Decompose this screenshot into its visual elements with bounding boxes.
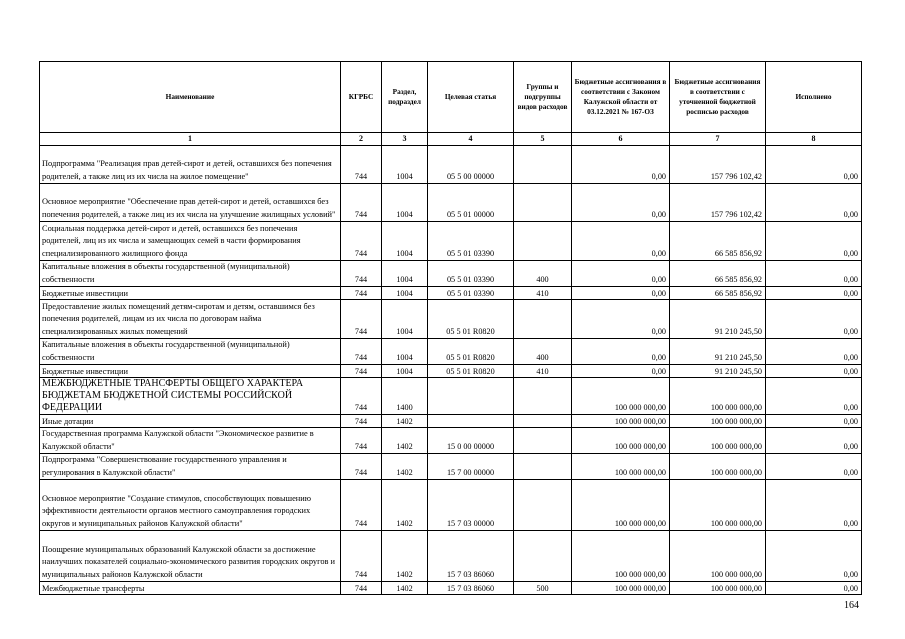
table-row xyxy=(40,146,862,184)
row-kgrbs: 744 xyxy=(341,261,382,287)
row-revised: 91 210 245,50 xyxy=(670,365,766,378)
row-section: 1004 xyxy=(382,300,428,339)
table-row xyxy=(40,531,862,582)
row-executed: 0,00 xyxy=(766,415,862,428)
row-target: 15 7 03 86060 xyxy=(428,582,514,595)
row-executed: 0,00 xyxy=(766,300,862,339)
table-row xyxy=(40,261,862,287)
row-law: 0,00 xyxy=(572,287,670,300)
row-target: 15 7 03 00000 xyxy=(428,480,514,531)
row-kgrbs: 744 xyxy=(341,222,382,261)
row-section: 1004 xyxy=(382,261,428,287)
header-kgrbs: КГРБС xyxy=(341,62,382,133)
row-revised: 100 000 000,00 xyxy=(670,378,766,415)
column-number-row xyxy=(40,133,862,146)
row-executed: 0,00 xyxy=(766,378,862,415)
row-executed: 0,00 xyxy=(766,339,862,365)
row-executed: 0,00 xyxy=(766,184,862,222)
row-target xyxy=(428,378,514,415)
row-name: Бюджетные инвестиции xyxy=(40,287,341,300)
row-target: 05 5 01 R0820 xyxy=(428,365,514,378)
row-revised: 66 585 856,92 xyxy=(670,222,766,261)
row-revised: 100 000 000,00 xyxy=(670,428,766,454)
row-section: 1400 xyxy=(382,378,428,415)
row-name: МЕЖБЮДЖЕТНЫЕ ТРАНСФЕРТЫ ОБЩЕГО ХАРАКТЕРА БЮДЖЕТАМ БЮДЖЕТНОЙ СИСТЕМЫ РОССИЙСКОЙ ФЕДЕРАЦИИ xyxy=(40,378,341,415)
row-law: 100 000 000,00 xyxy=(572,454,670,480)
column-number: 1 xyxy=(40,133,341,146)
header-executed: Исполнено xyxy=(766,62,862,133)
row-section: 1402 xyxy=(382,454,428,480)
row-revised: 66 585 856,92 xyxy=(670,261,766,287)
row-kgrbs: 744 xyxy=(341,415,382,428)
budget-table xyxy=(39,61,862,595)
row-law: 0,00 xyxy=(572,300,670,339)
row-revised: 157 796 102,42 xyxy=(670,146,766,184)
row-executed: 0,00 xyxy=(766,428,862,454)
column-number: 3 xyxy=(382,133,428,146)
row-group xyxy=(514,480,572,531)
row-name: Социальная поддержка детей-сирот и детей, оставшихся без попечения родителей, лиц из их числа и замещающих семей в части формирования специализированного жилищного фонда xyxy=(40,222,341,261)
row-kgrbs: 744 xyxy=(341,146,382,184)
row-section: 1402 xyxy=(382,415,428,428)
row-kgrbs: 744 xyxy=(341,582,382,595)
row-kgrbs: 744 xyxy=(341,378,382,415)
row-target xyxy=(428,415,514,428)
row-section: 1004 xyxy=(382,339,428,365)
column-number: 8 xyxy=(766,133,862,146)
row-law: 0,00 xyxy=(572,184,670,222)
row-executed: 0,00 xyxy=(766,480,862,531)
row-group xyxy=(514,378,572,415)
row-target: 15 7 00 00000 xyxy=(428,454,514,480)
row-law: 100 000 000,00 xyxy=(572,378,670,415)
row-target: 05 5 00 00000 xyxy=(428,146,514,184)
table-row xyxy=(40,222,862,261)
row-target: 05 5 01 R0820 xyxy=(428,300,514,339)
row-revised: 100 000 000,00 xyxy=(670,480,766,531)
row-target: 05 5 01 R0820 xyxy=(428,339,514,365)
row-target: 05 5 01 03390 xyxy=(428,287,514,300)
row-executed: 0,00 xyxy=(766,261,862,287)
row-group: 500 xyxy=(514,582,572,595)
row-kgrbs: 744 xyxy=(341,531,382,582)
header-section: Раздел, подраздел xyxy=(382,62,428,133)
row-kgrbs: 744 xyxy=(341,300,382,339)
header-revised-allocation: Бюджетные ассигнования в соответствии с уточненной бюджетной росписью расходов xyxy=(670,62,766,133)
row-name: Государственная программа Калужской области "Экономическое развитие в Калужской области" xyxy=(40,428,341,454)
row-section: 1402 xyxy=(382,531,428,582)
row-kgrbs: 744 xyxy=(341,184,382,222)
header-row xyxy=(40,62,862,133)
row-name: Поощрение муниципальных образований Калужской области за достижение наилучших показателей социально-экономического развития городских округов и муниципальных районов Калужской области xyxy=(40,531,341,582)
row-revised: 100 000 000,00 xyxy=(670,454,766,480)
column-number: 7 xyxy=(670,133,766,146)
row-kgrbs: 744 xyxy=(341,365,382,378)
row-executed: 0,00 xyxy=(766,287,862,300)
table-row xyxy=(40,454,862,480)
header-target: Целевая статья xyxy=(428,62,514,133)
row-name: Подпрограмма "Совершенствование государственного управления и регулирования в Калужской области" xyxy=(40,454,341,480)
row-group xyxy=(514,300,572,339)
row-group: 410 xyxy=(514,365,572,378)
row-group: 410 xyxy=(514,287,572,300)
table-row xyxy=(40,287,862,300)
row-law: 100 000 000,00 xyxy=(572,415,670,428)
row-target: 05 5 01 00000 xyxy=(428,184,514,222)
row-section: 1004 xyxy=(382,365,428,378)
row-kgrbs: 744 xyxy=(341,428,382,454)
row-revised: 100 000 000,00 xyxy=(670,531,766,582)
row-revised: 100 000 000,00 xyxy=(670,582,766,595)
row-revised: 66 585 856,92 xyxy=(670,287,766,300)
row-section: 1402 xyxy=(382,428,428,454)
row-group xyxy=(514,428,572,454)
table-row xyxy=(40,339,862,365)
table-row xyxy=(40,428,862,454)
column-number: 6 xyxy=(572,133,670,146)
header-groups: Группы и подгруппы видов расходов xyxy=(514,62,572,133)
row-section: 1004 xyxy=(382,184,428,222)
row-name: Межбюджетные трансферты xyxy=(40,582,341,595)
row-kgrbs: 744 xyxy=(341,454,382,480)
table-row xyxy=(40,582,862,595)
row-law: 100 000 000,00 xyxy=(572,582,670,595)
row-kgrbs: 744 xyxy=(341,339,382,365)
row-name: Капитальные вложения в объекты государственной (муниципальной) собственности xyxy=(40,339,341,365)
row-name: Иные дотации xyxy=(40,415,341,428)
row-target: 15 7 03 86060 xyxy=(428,531,514,582)
row-revised: 91 210 245,50 xyxy=(670,339,766,365)
row-law: 100 000 000,00 xyxy=(572,531,670,582)
row-revised: 157 796 102,42 xyxy=(670,184,766,222)
row-name: Бюджетные инвестиции xyxy=(40,365,341,378)
header-law-allocation: Бюджетные ассигнования в соответствии с Законом Калужской области от 03.12.2021 № 167-ОЗ xyxy=(572,62,670,133)
row-group xyxy=(514,415,572,428)
table-row xyxy=(40,184,862,222)
row-target: 15 0 00 00000 xyxy=(428,428,514,454)
row-section: 1402 xyxy=(382,582,428,595)
row-group: 400 xyxy=(514,339,572,365)
column-number: 2 xyxy=(341,133,382,146)
row-name: Предоставление жилых помещений детям-сиротам и детям, оставшимся без попечения родителей, лицам из их числа по договорам найма специализированных жилых помещений xyxy=(40,300,341,339)
row-revised: 100 000 000,00 xyxy=(670,415,766,428)
row-revised: 91 210 245,50 xyxy=(670,300,766,339)
row-executed: 0,00 xyxy=(766,146,862,184)
row-name: Основное мероприятие "Обеспечение прав детей-сирот и детей, оставшихся без попечения родителей, а также лиц из их числа на улучшение жилищных условий" xyxy=(40,184,341,222)
row-executed: 0,00 xyxy=(766,531,862,582)
row-executed: 0,00 xyxy=(766,454,862,480)
row-section: 1004 xyxy=(382,222,428,261)
table-row xyxy=(40,300,862,339)
row-group xyxy=(514,146,572,184)
row-executed: 0,00 xyxy=(766,365,862,378)
table-row xyxy=(40,480,862,531)
row-law: 0,00 xyxy=(572,365,670,378)
row-target: 05 5 01 03390 xyxy=(428,222,514,261)
row-group xyxy=(514,531,572,582)
page-number: 164 xyxy=(844,600,859,611)
row-law: 100 000 000,00 xyxy=(572,428,670,454)
row-group xyxy=(514,222,572,261)
row-law: 0,00 xyxy=(572,339,670,365)
table-row xyxy=(40,415,862,428)
row-section: 1004 xyxy=(382,287,428,300)
column-number: 4 xyxy=(428,133,514,146)
row-group xyxy=(514,454,572,480)
row-executed: 0,00 xyxy=(766,582,862,595)
row-group xyxy=(514,184,572,222)
row-section: 1004 xyxy=(382,146,428,184)
row-group: 400 xyxy=(514,261,572,287)
row-name: Подпрограмма "Реализация прав детей-сирот и детей, оставшихся без попечения родителей, а также лиц из их числа на жилое помещение" xyxy=(40,146,341,184)
row-executed: 0,00 xyxy=(766,222,862,261)
table-row xyxy=(40,378,862,415)
row-law: 0,00 xyxy=(572,261,670,287)
table-row xyxy=(40,365,862,378)
header-name: Наименование xyxy=(40,62,341,133)
row-law: 0,00 xyxy=(572,222,670,261)
row-name: Капитальные вложения в объекты государственной (муниципальной) собственности xyxy=(40,261,341,287)
row-target: 05 5 01 03390 xyxy=(428,261,514,287)
row-law: 100 000 000,00 xyxy=(572,480,670,531)
row-law: 0,00 xyxy=(572,146,670,184)
row-kgrbs: 744 xyxy=(341,287,382,300)
row-section: 1402 xyxy=(382,480,428,531)
row-name: Основное мероприятие "Создание стимулов, способствующих повышению эффективности деятельности органов местного самоуправления городских округов и муниципальных районов Калужской области" xyxy=(40,480,341,531)
column-number: 5 xyxy=(514,133,572,146)
row-kgrbs: 744 xyxy=(341,480,382,531)
